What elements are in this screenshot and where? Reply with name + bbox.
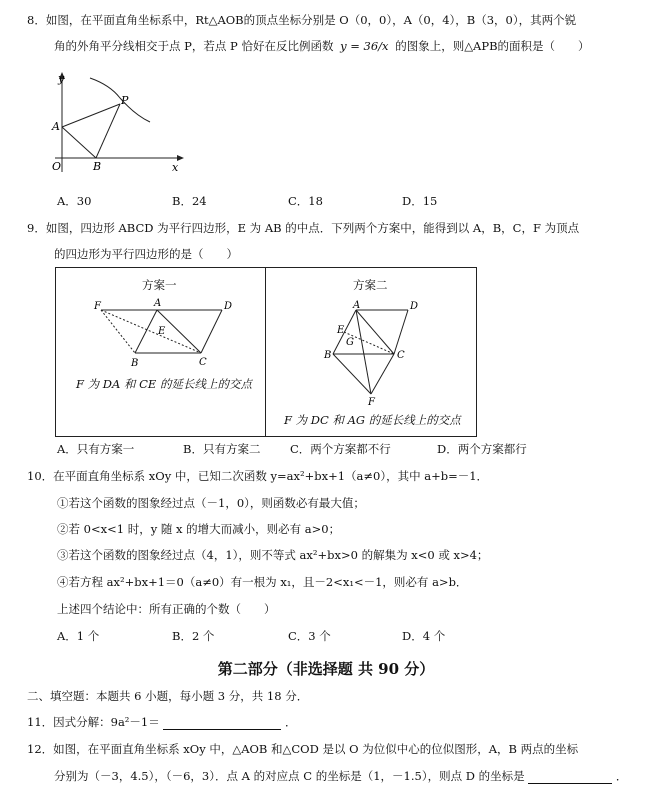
q10-statement-4: ④若方程 ax²+bx+1＝0（a≠0）有一根为 x₁，且－2<x₁<－1，则必有 a>b． <box>57 575 468 589</box>
s2-seg-DC <box>394 310 408 354</box>
s2-seg-CF <box>371 354 394 394</box>
s2-label-D: D <box>410 301 419 312</box>
part2-heading: 第二部分（非选择题 共 90 分） <box>217 660 435 678</box>
s2-label-B: B <box>324 350 332 361</box>
q8-seg-AB <box>62 127 96 158</box>
s1-label-E: E <box>158 326 166 337</box>
s1-label-C: C <box>199 357 207 368</box>
q8-line2-b: 的图象上，则△APB的面积是（ ） <box>395 39 590 53</box>
s1-seg-DC <box>201 310 222 353</box>
q9-option-c[interactable]: C．两个方案都不行 <box>290 442 391 456</box>
q8-option-a[interactable]: A．30 <box>57 194 92 208</box>
q8-option-c[interactable]: C．18 <box>288 194 323 208</box>
scheme2-figure <box>316 298 426 406</box>
scheme1-figure <box>86 296 246 376</box>
s2-label-C: C <box>397 350 405 361</box>
q9-option-d[interactable]: D．两个方案都行 <box>437 442 527 456</box>
q10-option-a[interactable]: A．1 个 <box>57 629 100 643</box>
q11-line <box>27 713 297 730</box>
q11-text: 11．因式分解：9a²－1＝ <box>27 715 160 729</box>
q12-end: ． <box>615 769 628 783</box>
s1-seg-FB <box>101 310 135 353</box>
q12-line2-text: 分别为（－3，4.5），（－6，3）．点 A 的对应点 C 的坐标是（1，－1.5），则点 D 的坐标是 <box>54 769 525 783</box>
q10-line1: 10．在平面直角坐标系 xOy 中，已知二次函数 y=ax²+bx+1（a≠0），其中 a+b=－1． <box>27 469 489 483</box>
scheme2-caption: F 为 DC 和 AG 的延长线上的交点 <box>284 413 461 427</box>
q8-label-A: A <box>52 120 60 133</box>
q11-answer-blank[interactable] <box>163 713 281 730</box>
q10-statement-3: ③若这个函数的图象经过点（4，1），则不等式 ax²+bx>0 的解集为 x<0 或 x>4； <box>57 548 489 562</box>
q12-line1: 12．如图，在平面直角坐标系 xOy 中，△AOB 和△COD 是以 O 为位似中心的位似图形，A，B 两点的坐标 <box>27 742 579 756</box>
fill-in-intro: 二、填空题：本题共 6 小题，每小题 3 分，共 18 分． <box>27 689 309 703</box>
q10-statement-1: ①若这个函数的图象经过点（－1，0），则函数必有最大值； <box>57 496 365 510</box>
q8-hyperbola <box>90 78 150 122</box>
q8-option-b[interactable]: B．24 <box>172 194 207 208</box>
q9-line1: 9．如图，四边形 ABCD 为平行四边形，E 为 AB 的中点．下列两个方案中，能得到以 A，B，C，F 为顶点 <box>27 221 580 235</box>
q10-option-d[interactable]: D．4 个 <box>402 629 446 643</box>
q10-statement-2: ②若 0<x<1 时，y 随 x 的增大而减小，则必有 a>0； <box>57 522 341 536</box>
q8-line2-a: 角的外角平分线相交于点 P，若点 P 恰好在反比例函数 <box>54 39 334 53</box>
q12-line2 <box>54 767 627 784</box>
s1-seg-BA <box>135 310 157 353</box>
scheme2-title: 方案二 <box>353 278 388 292</box>
q8-figure <box>50 70 190 180</box>
q9-line2: 的四边形为平行四边形的是（ ） <box>54 247 238 261</box>
q8-label-P: P <box>121 94 129 107</box>
s2-seg-AC <box>356 310 394 354</box>
q8-label-x: x <box>172 161 179 174</box>
s1-label-F: F <box>94 301 101 312</box>
q8-function: y = 36/x <box>340 39 389 53</box>
scheme1-title: 方案一 <box>142 278 177 292</box>
q8-line2 <box>54 38 590 54</box>
s1-label-A: A <box>154 298 162 309</box>
s1-label-B: B <box>131 358 139 369</box>
s2-label-G: G <box>346 337 354 348</box>
q12-answer-blank[interactable] <box>528 767 612 784</box>
q10-option-b[interactable]: B．2 个 <box>172 629 215 643</box>
q8-label-O: O <box>52 160 62 173</box>
q10-option-c[interactable]: C．3 个 <box>288 629 331 643</box>
q8-option-d[interactable]: D．15 <box>402 194 438 208</box>
s2-seg-AF <box>356 310 371 394</box>
s2-label-E: E <box>337 325 345 336</box>
q9-schemes-divider <box>265 268 266 436</box>
q9-option-a[interactable]: A．只有方案一 <box>57 442 135 456</box>
s2-label-A: A <box>353 300 361 311</box>
q8-line1: 8．如图，在平面直角坐标系中，Rt△AOB的顶点坐标分别是 O（0，0），A（0，4），B（3，0），其两个锐 <box>27 13 577 27</box>
s1-seg-FC <box>101 310 201 353</box>
q9-option-b[interactable]: B．只有方案二 <box>183 442 261 456</box>
q9-schemes-box <box>55 267 477 437</box>
q8-label-y: y <box>58 72 65 85</box>
s1-label-D: D <box>224 301 233 312</box>
q10-summary: 上述四个结论中：所有正确的个数（ ） <box>57 602 276 616</box>
q11-end: ． <box>285 715 297 729</box>
s2-label-F: F <box>368 397 375 406</box>
scheme1-caption: F 为 DA 和 CE 的延长线上的交点 <box>76 377 252 391</box>
q8-label-B: B <box>93 160 102 173</box>
